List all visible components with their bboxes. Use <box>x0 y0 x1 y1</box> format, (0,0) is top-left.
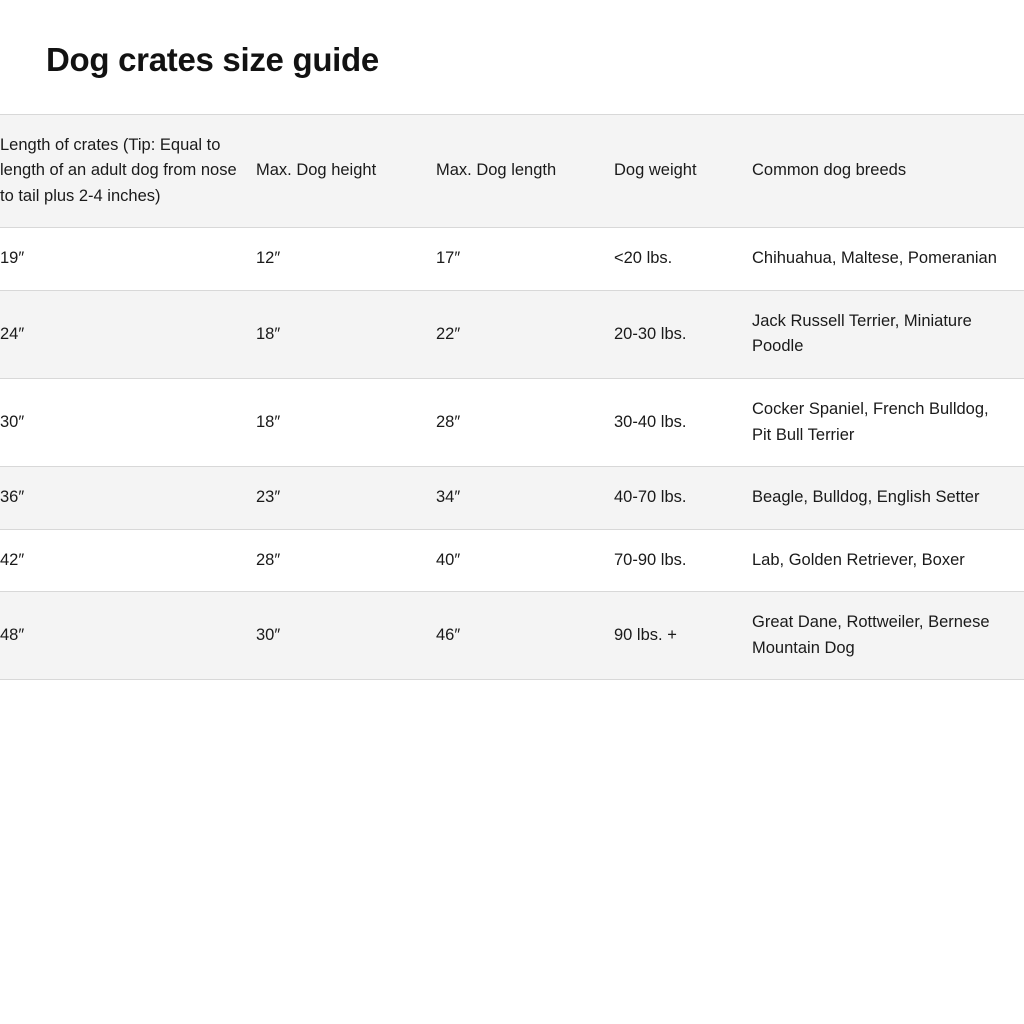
cell-crate-length: 42″ <box>0 529 256 592</box>
cell-common-breeds: Lab, Golden Retriever, Boxer <box>752 529 1024 592</box>
column-header-dog-length: Max. Dog length <box>436 115 614 228</box>
cell-crate-length: 48″ <box>0 592 256 680</box>
size-guide-table-container <box>0 114 1024 681</box>
cell-dog-weight: 70-90 lbs. <box>614 529 752 592</box>
table-row <box>0 290 1024 378</box>
cell-dog-weight: <20 lbs. <box>614 228 752 291</box>
table-row <box>0 378 1024 466</box>
cell-dog-length: 40″ <box>436 529 614 592</box>
cell-dog-weight: 30-40 lbs. <box>614 378 752 466</box>
table-body <box>0 228 1024 680</box>
cell-common-breeds: Beagle, Bulldog, English Setter <box>752 467 1024 530</box>
cell-dog-height: 18″ <box>256 378 436 466</box>
cell-dog-weight: 40-70 lbs. <box>614 467 752 530</box>
column-header-common-breeds: Common dog breeds <box>752 115 1024 228</box>
table-row <box>0 228 1024 291</box>
cell-dog-length: 28″ <box>436 378 614 466</box>
cell-dog-length: 34″ <box>436 467 614 530</box>
table-header-row <box>0 115 1024 228</box>
cell-dog-length: 46″ <box>436 592 614 680</box>
cell-crate-length: 36″ <box>0 467 256 530</box>
cell-dog-height: 23″ <box>256 467 436 530</box>
table-row <box>0 529 1024 592</box>
cell-crate-length: 30″ <box>0 378 256 466</box>
cell-dog-height: 28″ <box>256 529 436 592</box>
cell-dog-height: 12″ <box>256 228 436 291</box>
cell-common-breeds: Chihuahua, Maltese, Pomeranian <box>752 228 1024 291</box>
cell-dog-length: 17″ <box>436 228 614 291</box>
cell-dog-height: 18″ <box>256 290 436 378</box>
cell-common-breeds: Cocker Spaniel, French Bulldog, Pit Bull Terrier <box>752 378 1024 466</box>
cell-dog-height: 30″ <box>256 592 436 680</box>
size-guide-table <box>0 115 1024 681</box>
column-header-dog-height: Max. Dog height <box>256 115 436 228</box>
cell-dog-weight: 20-30 lbs. <box>614 290 752 378</box>
table-row <box>0 467 1024 530</box>
cell-crate-length: 24″ <box>0 290 256 378</box>
table-header <box>0 115 1024 228</box>
cell-dog-weight: 90 lbs. + <box>614 592 752 680</box>
cell-dog-length: 22″ <box>436 290 614 378</box>
page-title: Dog crates size guide <box>46 41 379 78</box>
cell-common-breeds: Great Dane, Rottweiler, Bernese Mountain Dog <box>752 592 1024 680</box>
column-header-dog-weight: Dog weight <box>614 115 752 228</box>
table-row <box>0 592 1024 680</box>
cell-common-breeds: Jack Russell Terrier, Miniature Poodle <box>752 290 1024 378</box>
column-header-crate-length: Length of crates (Tip: Equal to length of an adult dog from nose to tail plus 2-4 inches) <box>0 115 256 228</box>
cell-crate-length: 19″ <box>0 228 256 291</box>
